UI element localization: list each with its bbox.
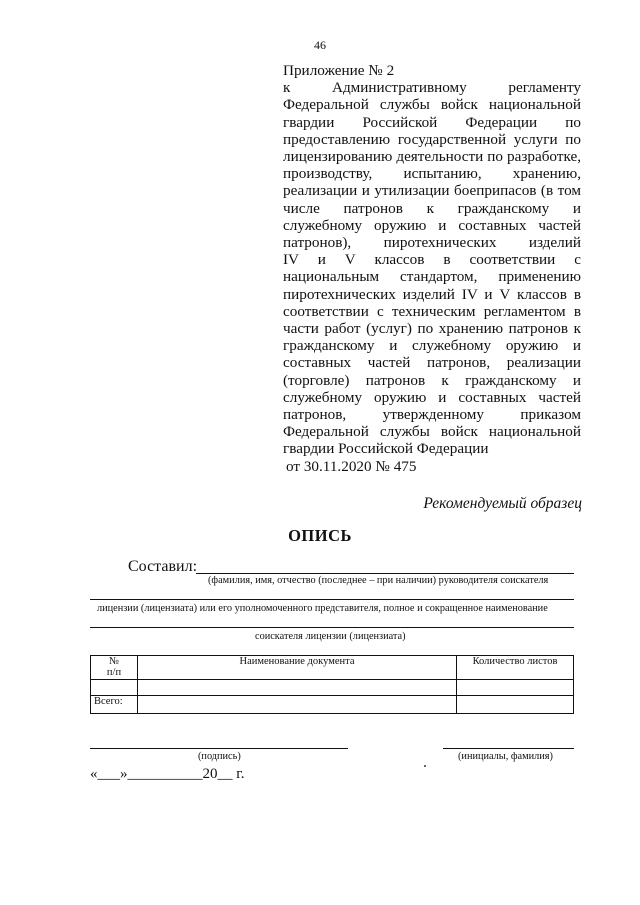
composed-by-label: Составил: xyxy=(128,558,198,575)
composed-by-field[interactable] xyxy=(196,573,574,574)
table-cell[interactable] xyxy=(138,680,457,696)
appendix-line: Федеральной службы войск национальной xyxy=(283,96,581,114)
inventory-table xyxy=(90,655,574,714)
appendix-line: гвардии Российской Федерации по xyxy=(283,113,581,131)
table-cell[interactable] xyxy=(457,680,574,696)
appendix-line: служебному оружию и составных частей xyxy=(283,216,581,234)
table-cell[interactable] xyxy=(138,696,457,714)
appendix-line: Федеральной службы войск национальной xyxy=(283,423,581,441)
composed-by-field-line-2[interactable] xyxy=(90,599,574,600)
appendix-line: предоставлению государственной услуги по xyxy=(283,130,581,148)
header-number-line2: п/п xyxy=(106,667,122,678)
appendix-line: к Административному регламенту xyxy=(283,79,581,97)
appendix-line: гвардии Российской Федерации xyxy=(283,440,489,458)
page-number: 46 xyxy=(314,38,326,52)
date-field[interactable]: «___»__________20__ г. xyxy=(90,766,245,782)
appendix-line: национальным стандартом, применению xyxy=(283,268,581,286)
name-line[interactable] xyxy=(443,748,574,749)
stray-mark xyxy=(424,765,426,767)
appendix-line: части работ (услуг) по хранению патронов к xyxy=(283,320,581,338)
sample-label: Рекомендуемый образец xyxy=(423,495,582,512)
appendix-line: производству, испытанию, хранению, xyxy=(283,165,581,183)
appendix-line: патронов), пиротехнических изделий xyxy=(283,234,581,252)
appendix-line: пиротехнических изделий IV и V классов в xyxy=(283,285,581,303)
composed-caption-3: соискателя лицензии (лицензиата) xyxy=(255,631,406,642)
table-cell[interactable] xyxy=(457,696,574,714)
appendix-line: IV и V классов в соответствии с xyxy=(283,251,581,269)
signature-caption: (подпись) xyxy=(198,751,241,762)
header-sheet-count: Количество листов xyxy=(457,656,574,680)
table-cell[interactable] xyxy=(91,680,138,696)
composed-caption-1: (фамилия, имя, отчество (последнее – при наличии) руководителя соискателя xyxy=(208,575,549,586)
appendix-line: (торговле) патронов к гражданскому и xyxy=(283,371,581,389)
total-label: Всего: xyxy=(91,696,138,714)
appendix-line: служебному оружию и составных частей xyxy=(283,388,581,406)
table-total-row xyxy=(91,696,574,714)
header-document-name: Наименование документа xyxy=(138,656,457,680)
name-caption: (инициалы, фамилия) xyxy=(458,751,553,762)
appendix-line: числе патронов к гражданскому и xyxy=(283,199,581,217)
appendix-line: лицензированию деятельности по разработке, xyxy=(283,148,581,166)
appendix-line: соответствии с техническим регламентом в xyxy=(283,302,581,320)
appendix-title: Приложение № 2 xyxy=(283,62,395,79)
table-row xyxy=(91,680,574,696)
table-header-row xyxy=(91,656,574,680)
signature-line[interactable] xyxy=(90,748,348,749)
composed-by-field-line-3[interactable] xyxy=(90,627,574,628)
appendix-line: патронов, утвержденному приказом xyxy=(283,406,581,424)
appendix-line: составных частей патронов, реализации xyxy=(283,354,581,372)
appendix-line: реализации и утилизации боеприпасов (в том xyxy=(283,182,581,200)
document-title: ОПИСЬ xyxy=(288,526,352,545)
composed-caption-2: лицензии (лицензиата) или его уполномоченного представителя, полное и сокращенное наименование xyxy=(97,603,548,614)
header-number xyxy=(91,656,138,680)
appendix-header xyxy=(283,62,581,475)
appendix-date: от 30.11.2020 № 475 xyxy=(286,457,417,475)
appendix-line: гражданскому и служебному оружию и xyxy=(283,337,581,355)
header-number-line1: № xyxy=(108,656,120,667)
